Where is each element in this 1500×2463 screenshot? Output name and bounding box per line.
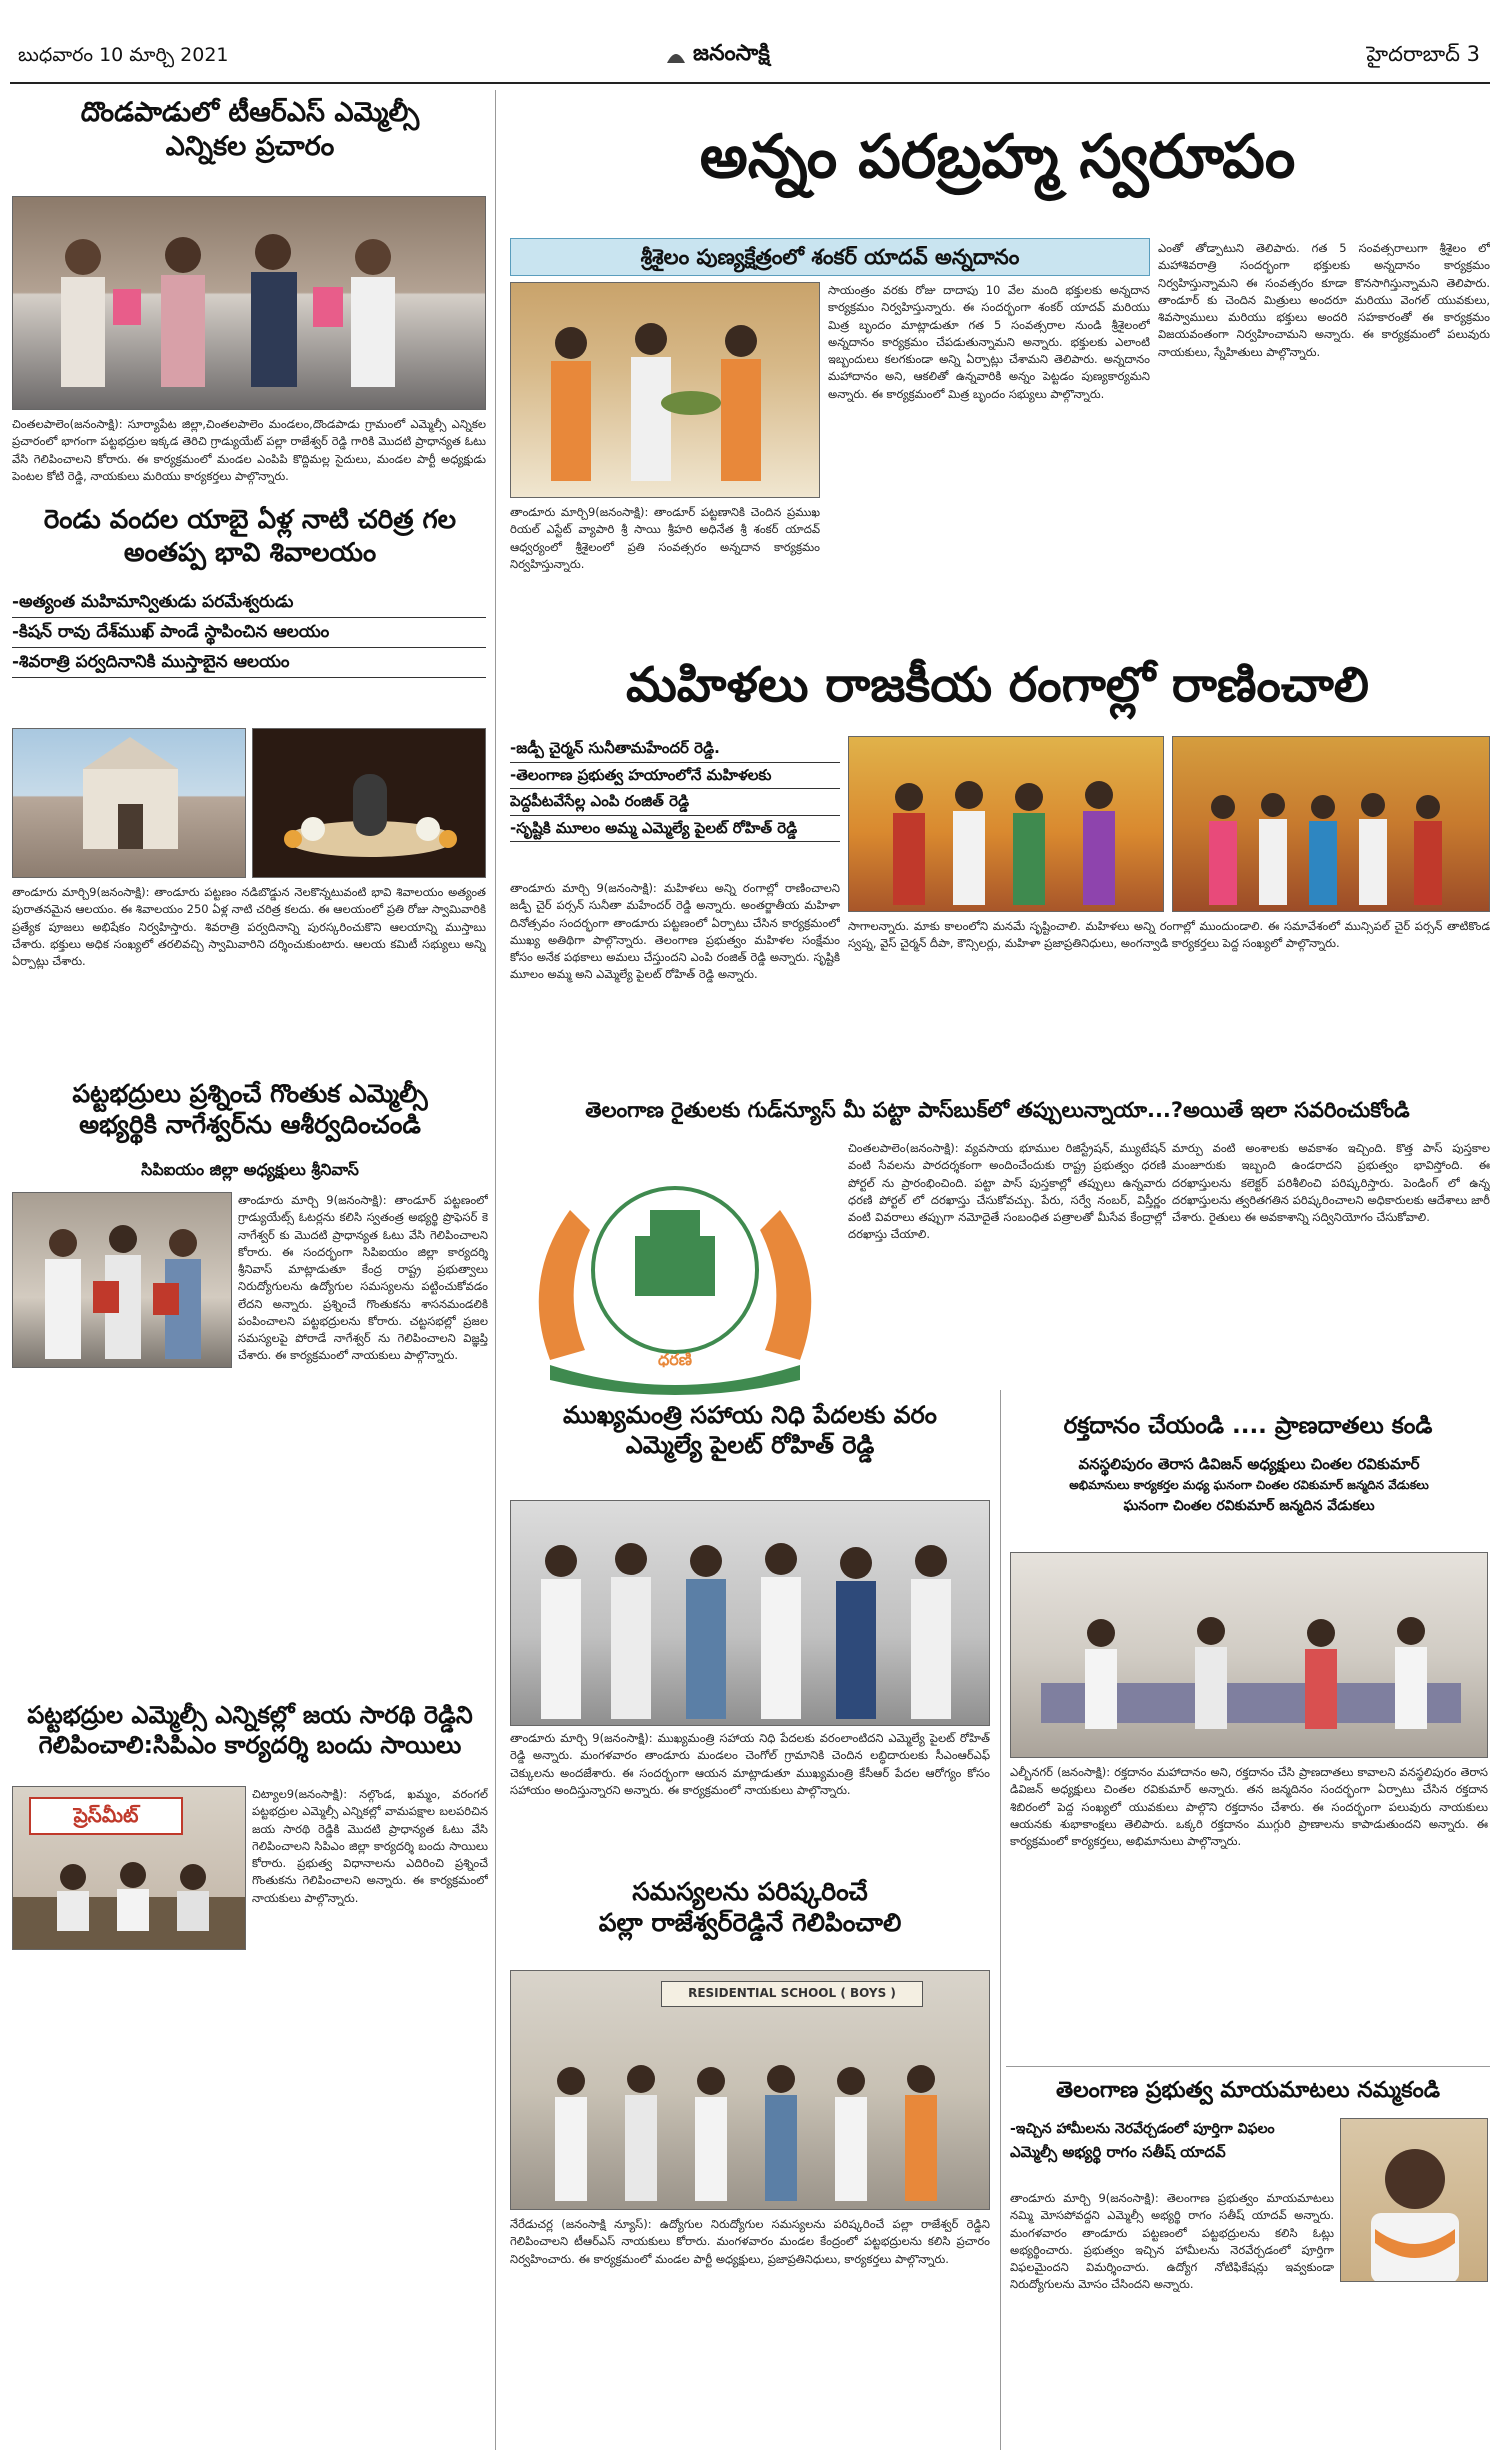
a1-headline-line2: ఎన్నికల ప్రచారం [165,130,335,162]
a3-byline: సిపిఐయం జిల్లా అధ్యక్షులు శ్రీనివాస్ [141,1160,359,1179]
a10-body: ఎల్బీనగర్ (జనంసాక్షి): రక్తదానం మహాదానం అని, రక్తదానం చేసి ప్రాణదాతలు కావాలని వనస్థలిపురం తెరాస డివిజన్ అధ్యక్షులు చింతల రవికుమార్ అన్నారు. తన జన్మదినం సందర్భంగా ఏర్పాటు చేసిన రక్తదాన శిబిరంలో పెద్ద సంఖ్యలో యువకులు పాల్గొని రక్తదానం చేశారు. ఈ సందర్భంగా పలువురు నాయకులు ఆయనకు శుభాకాంక్షలు తెలిపారు. ఒక్కరి రక్తదానం ముగ్గురి ప్రాణాలను కాపాడుతుందని అన్నారు. ఈ కార్యక్రమంలో కార్యకర్తలు, అభిమానులు పాల్గొన్నారు. [1010,1765,1488,1848]
a3-body: తాండూరు మార్చి 9(జనంసాక్షి): తాండూర్ పట్టణంలో గ్రాడ్యుయేట్స్ ఓటర్లను కలిసి స్వతంత్ర అభ్యర్థి ప్రొఫెసర్ కె నాగేశ్వర్ కు మొదటి ప్రాధాన్యత ఓటు వేసి గెలిపించాలని కోరారు. ఈ సందర్భంగా సిపిఐయం జిల్లా కార్యదర్శి శ్రీనివాస్ మాట్లాడుతూ కేంద్ర రాష్ట్ర ప్రభుత్వాలు నిరుద్యోగులను ఉద్యోగుల సమస్యలను పట్టించుకోవడం లేదని అన్నారు. ప్రశ్నించే గొంతుకను శాసనమండలికి పంపించాలని పట్టభద్రులను కోరారు. చట్టసభల్లో ప్రజల సమస్యలపై పోరాడే నాగేశ్వర్ ను గెలిపించాలని విజ్ఞప్తి చేశారు. ఈ కార్యక్రమంలో నాయకులు పాల్గొన్నారు. [238,1193,488,1363]
a8-headline-line1: ముఖ్యమంత్రి సహాయ నిధి పేదలకు వరం [563,1401,937,1429]
a2-headline [10,504,490,584]
a3-photo [12,1192,232,1368]
a6-sub-1: -జడ్పీ చైర్మన్ సునీతామహేందర్ రెడ్డి. [510,736,840,763]
a6-sub-4: -సృష్టికి మూలం అమ్మ ఎమ్మెల్యే పైలట్ రోహిత్ రెడ్డి [510,816,840,843]
a4-photo [12,1786,246,1950]
a2-subheads [12,588,486,722]
a9-headline-line1: సమస్యలను పరిష్కరించే [632,1877,868,1906]
a6-photo-1 [848,736,1164,912]
a5-caption: తాండూరు మార్చి9(జనంసాక్షి): తాండూర్ పట్టణానికి చెందిన ప్రముఖ రియల్ ఎస్టేట్ వ్యాపారి శ్రీ సాయి శ్రీహరి అధినేత శ్రీ శంకర్ యాదవ్ ఆధ్వర్యంలో శ్రీశైలంలో ప్రతి సంవత్సరం అన్నదాన కార్యక్రమం నిర్వహిస్తున్నారు. [510,505,820,571]
a6-body-2: సాగాలన్నారు. మాకు కాలంలోని మనమే సృష్టించాలి. మహిళలు అన్ని రంగాల్లో ముందుండాలి. ఈ సమావేశంలో మున్సిపల్ చైర్ పర్సన్ తాటికొండ స్వప్న, వైస్ చైర్మన్ దీపా, కౌన్సిలర్లు, మహిళా ప్రజాప్రతినిధులు, అంగన్వాడి కార్యకర్తలు పెద్ద సంఖ్యలో పాల్గొన్నారు. [848,919,1490,951]
a1-body: చింతలపాలెం(జనంసాక్షి): సూర్యాపేట జిల్లా,చింతలపాలెం మండలం,దొండపాడు గ్రామంలో ఎమ్మెల్సీ ఎన్నికల ప్రచారంలో భాగంగా పట్టభద్రుల ఇక్కడ తెరిచి గ్రాడ్యుయేట్ పల్లా రాజేశ్వర్ రెడ్డి గారికి మొదటి ప్రాధాన్యత ఓటు వేసి గెలిపించాలని కోరారు. ఈ కార్యక్రమంలో మండల ఎంపిపి కొద్దిమల్ల సైదులు, మండల పార్టీ అధ్యక్షుడు పెంటల కోటి రెడ్డి, నాయకులు మరియు కార్యకర్తలు పాల్గొన్నారు. [12,417,486,483]
a6-photo-2 [1172,736,1490,912]
a11-photo [1340,2118,1488,2282]
a9-school-sign: RESIDENTIAL SCHOOL ( BOYS ) [661,1981,923,2007]
a2-headline-line1: రెండు వందల యాబై ఏళ్ల నాటి చరిత్ర గల [43,505,457,535]
a6-headline: మహిళలు రాజకీయ రంగాల్లో రాణించాలి [626,657,1369,713]
a6-body: తాండూరు మార్చి 9(జనంసాక్షి): మహిళలు అన్ని రంగాల్లో రాణించాలని జడ్పీ చైర్ పర్సన్ సునీతా మహేందర్ రెడ్డి అన్నారు. అంతర్జాతీయ మహిళా దినోత్సవం సందర్భంగా తాండూరు పట్టణంలో ఏర్పాటు చేసిన కార్యక్రమంలో ముఖ్య అతిథిగా పాల్గొన్నారు. తెలంగాణ ప్రభుత్వం మహిళల సంక్షేమం కోసం అనేక పథకాలు అమలు చేస్తుందని ఎంపి రంజిత్ రెడ్డి అన్నారు. సృష్టికి మూలం అమ్మ అని ఎమ్మెల్యే పైలట్ రోహిత్ రెడ్డి అన్నారు. [510,881,840,982]
a5-body: సాయంత్రం వరకు రోజు దాదాపు 10 వేల మంది భక్తులకు అన్నదాన కార్యక్రమం నిర్వహిస్తున్నారు. ఈ సందర్భంగా శంకర్ యాదవ్ మరియు మిత్ర బృందం మాట్లాడుతూ గత 5 సంవత్సరాల నుండి శ్రీశైలంలో అన్నదానం కార్యక్రమం చేపడుతున్నామని అన్నారు. భక్తులకు ఎలాంటి ఇబ్బందులు కలగకుండా అన్ని ఏర్పాట్లు చేశామని తెలిపారు. అన్నదానం మహాదానం అని, ఆకలితో ఉన్నవారికి అన్నం పెట్టడం పుణ్యకార్యమని అన్నారు. ఈ కార్యక్రమంలో మిత్ర బృందం సభ్యులు పాల్గొన్నారు. [828,283,1150,401]
a7-logo-text: ధరణి [657,1350,692,1369]
a2-sub-3: -శివరాత్రి పర్వదినానికి ముస్తాబైన ఆలయం [12,648,486,678]
a2-sub-2: -కిషన్ రావు దేశ్‌ముఖ్ పాండే స్థాపించిన ఆలయం [12,618,486,648]
a1-headline-line1: దొండపాడులో టీఆర్ఎస్ ఎమ్మెల్సీ [80,97,420,128]
a6-sub-3: పెద్దపీటవేసేల్ల ఎంపి రంజిత్ రెడ్డి [510,789,840,816]
header-date: బుధవారం 10 మార్చి 2021 [18,44,229,66]
a10-subheads [1010,1452,1488,1548]
a2-photo-temple [12,728,246,878]
a9-body: నేరేడుచర్ల (జనంసాక్షి న్యూస్): ఉద్యోగుల నిరుద్యోగుల సమస్యలను పరిష్కరించే పల్లా రాజేశ్వర్ రెడ్డిని గెలిపించాలని టీఆర్ఎస్ నాయకులు కోరారు. మంగళవారం మండల కేంద్రంలో పట్టభద్రులను కలిసి ప్రచారం నిర్వహించారు. ఈ కార్యక్రమంలో మండల పార్టీ అధ్యక్షులు, ప్రజాప్రతినిధులు, కార్యకర్తలు పాల్గొన్నారు. [510,2217,990,2266]
masthead [665,36,865,76]
a10-sub-1: వనస్థలిపురం తెరాస డివిజన్ అధ్యక్షులు చింతల రవికుమార్ [1078,1455,1420,1473]
a8-headline [505,1400,995,1484]
a7-body: చింతలపాలెం(జనంసాక్షి): వ్యవసాయ భూముల రిజిస్ట్రేషన్, మ్యుటేషన్ వంటి సేవలను పారదర్శకంగా అందించేందుకు రాష్ట్ర ప్రభుత్వం ధరణి పోర్టల్ ను ప్రారంభించింది. పట్టా పాస్ పుస్తకాల్లో తప్పులు ఉన్నవారు ధరణి పోర్టల్ లో దరఖాస్తు చేసుకోవచ్చు. పేరు, సర్వే నంబర్, విస్తీర్ణం వంటి వివరాలు తప్పుగా నమోదైతే సంబంధిత పత్రాలతో మీసేవ కేంద్రాల్లో దరఖాస్తు చేయాలి. [848,1141,1166,1242]
a5-headline: అన్నం పరబ్రహ్మ స్వరూపం [699,122,1296,192]
a8-photo [510,1500,990,1726]
a8-headline-line2: ఎమ్మెల్యే పైలట్ రోహిత్ రెడ్డి [625,1431,875,1459]
a11-sub-1: -ఇచ్చిన హామీలను నెరవేర్చడంలో పూర్తిగా విఫలం [1010,2121,1275,2137]
a5-subhead-text: శ్రీశైలం పుణ్యక్షేత్రంలో శంకర్ యాదవ్ అన్నదానం [640,245,1020,269]
a3-headline-line2: అభ్యర్థికి నాగేశ్వర్‌ను ఆశీర్వదించండి [79,1110,421,1140]
a9-headline-line2: పల్లా రాజేశ్వర్‌రెడ్డినే గెలిపించాలి [598,1908,902,1938]
a10-sub-2: అభిమానులు కార్యకర్తల మధ్య ఘనంగా చింతల రవికుమార్ జన్మదిన వేడుకలు [1069,1478,1429,1492]
a1-photo [12,196,486,410]
a11-sub-2: ఎమ్మెల్సీ అభ్యర్థి రాగం సతీష్ యాదవ్ [1010,2143,1226,2162]
a3-headline-line1: పట్టభద్రులు ప్రశ్నించే గొంతుక ఎమ్మెల్సీ [72,1079,428,1108]
a4-body: చిట్యాల9(జనంసాక్షి): నల్గొండ, ఖమ్మం, వరంగల్ పట్టభద్రుల ఎమ్మెల్సీ ఎన్నికల్లో వామపక్షాల బలపరిచిన జయ సారథి రెడ్డికి మొదటి ప్రాధాన్యత ఓటు వేసి గెలిపించాలని సిపిఎం జిల్లా కార్యదర్శి బందు సాయిలు కోరారు. ప్రభుత్వ విధానాలను ఎదిరించి ప్రశ్నించే గొంతుకను గెలిపించాలని అన్నారు. ఈ కార్యక్రమంలో నాయకులు పాల్గొన్నారు. [252,1787,488,1905]
a4-headline-line1: పట్టభద్రుల ఎమ్మెల్సీ ఎన్నికల్లో జయ సారథి రెడ్డిని [27,1701,473,1729]
a11-headline: తెలంగాణ ప్రభుత్వ మాయమాటలు నమ్మకండి [1006,2066,1490,2114]
a2-body: తాండూరు మార్చి9(జనంసాక్షి): తాండూరు పట్టణం నడిబొడ్డున నెలకొన్నటువంటి భావి శివాలయం అత్యంత పురాతనమైన ఆలయం. ఈ శివాలయం 250 ఏళ్ల నాటి చరిత్ర కలదు. ఈ ఆలయంలో ప్రతి రోజు స్వామివారికి ప్రత్యేక పూజలు అభిషేకం నిర్వహిస్తారు. శివరాత్రి పర్వదినాన్ని పురస్కరించుకొని ఆలయాన్ని ముస్తాబు చేశారు. భక్తులు అధిక సంఖ్యలో తరలివచ్చి స్వామివారిని దర్శించుకుంటారు. ఆలయ కమిటీ సభ్యులు అన్ని ఏర్పాట్లు చేశారు. [12,885,486,968]
a11-subheads [1010,2118,1330,2184]
a6-sub-2: -తెలంగాణ ప్రభుత్వ హయాంలోనే మహిళలకు [510,763,840,790]
a10-photo [1010,1552,1488,1758]
header-page: హైదరాబాద్ 3 [1366,42,1480,66]
a6-subheads [510,736,840,874]
masthead-logo-icon [665,45,687,67]
a2-photo-deity [252,728,486,878]
a4-headline [10,1700,490,1780]
a11-body: తాండూరు మార్చి 9(జనంసాక్షి): తెలంగాణ ప్రభుత్వం మాయమాటలు నమ్మి మోసపోవద్దని ఎమ్మెల్సీ అభ్యర్థి రాగం సతీష్ యాదవ్ అన్నారు. మంగళవారం తాండూరు పట్టణంలో పట్టభద్రులను కలిసి ఓట్లు అభ్యర్థించారు. ప్రభుత్వం ఇచ్చిన హామీలను నెరవేర్చడంలో పూర్తిగా విఫలమైందని విమర్శించారు. ఉద్యోగ నోటిఫికేషన్లు ఇవ్వకుండా నిరుద్యోగులను మోసం చేసిందని అన్నారు. [1010,2191,1334,2292]
a5-body-continued: ఎంతో తోడ్పాటుని తెలిపారు. గత 5 సంవత్సరాలుగా శ్రీశైలం లో మహాశివరాత్రి సందర్భంగా భక్తులకు అన్నదానం కార్యక్రమం నిర్వహిస్తున్నామని ఈ సంవత్సరం కూడా కొనసాగిస్తున్నామని తెలిపారు. తాండూర్ కు చెందిన మిత్రులు అందరూ మరియు వెంగల్ యువకులు, శివస్వాములు మరియు భక్తులు అందరి సహకారంతో ఈ కార్యక్రమం విజయవంతంగా నిర్వహించామని అన్నారు. ఈ కార్యక్రమంలో పలువురు నాయకులు, స్నేహితులు పాల్గొన్నారు. [1158,241,1490,359]
a8-body: తాండూరు మార్చి 9(జనంసాక్షి): ముఖ్యమంత్రి సహాయ నిధి పేదలకు వరంలాంటిదని ఎమ్మెల్యే పైలట్ రోహిత్ రెడ్డి అన్నారు. మంగళవారం తాండూరు మండలం చెంగోల్ గ్రామానికి చెందిన లబ్ధిదారులకు సీఎంఆర్ఎఫ్ చెక్కులను అందజేశారు. ఈ సందర్భంగా ఆయన మాట్లాడుతూ ముఖ్యమంత్రి కేసీఆర్ పేదల ఆరోగ్యం కోసం సహాయం అందిస్తున్నారని అన్నారు. ఈ కార్యక్రమంలో నాయకులు పాల్గొన్నారు. [510,1731,990,1797]
column-divider-left [495,90,496,2450]
a2-headline-line2: అంతప్ప భావి శివాలయం [123,537,377,568]
a7-dharani-logo [510,1140,840,1396]
a7-body-2: మార్పు వంటి అంశాలకు అవకాశం ఇచ్చింది. కొత్త పాస్ పుస్తకాల మంజూరుకు ఇబ్బంది ఉండరాదని ప్రభుత్వం భావిస్తోంది. ఈ దరఖాస్తులను కలెక్టర్ పరిశీలించి పరిష్కరిస్తారు. పెండింగ్ లో ఉన్న దరఖాస్తులను త్వరితగతిన పరిష్కరించాలని అధికారులకు ఆదేశాలు జారీ చేశారు. రైతులు ఈ అవకాశాన్ని సద్వినియోగం చేసుకోవాలి. [1172,1141,1490,1224]
a5-subhead [510,238,1150,276]
a9-photo [510,1970,990,2210]
header-rule [10,82,1490,84]
a5-photo [510,282,820,498]
a7-headline: తెలంగాణ రైతులకు గుడ్‌న్యూస్ మీ పట్టా పాస్‌బుక్‌లో తప్పులున్నాయా...?అయితే ఇలా సవరించుకోండి [585,1098,1410,1122]
a2-sub-1: -అత్యంత మహిమాన్వితుడు పరమేశ్వరుడు [12,588,486,618]
a1-headline [10,96,490,196]
a10-headline: రక్తదానం చేయండి .... ప్రాణదాతలు కండి [1063,1413,1433,1439]
a3-headline [10,1078,490,1158]
masthead-title: జనంసాక్షి [693,41,770,66]
a4-headline-line2: గెలిపించాలి:సిపిఎం కార్యదర్శి బందు సాయిలు [38,1731,462,1759]
a9-headline [505,1876,995,1962]
a4-press-label: ప్రెస్‌మీట్ [29,1797,183,1835]
column-divider-right [1000,1390,1001,2450]
a10-sub-3: ఘనంగా చింతల రవికుమార్ జన్మదిన వేడుకలు [1123,1498,1375,1515]
